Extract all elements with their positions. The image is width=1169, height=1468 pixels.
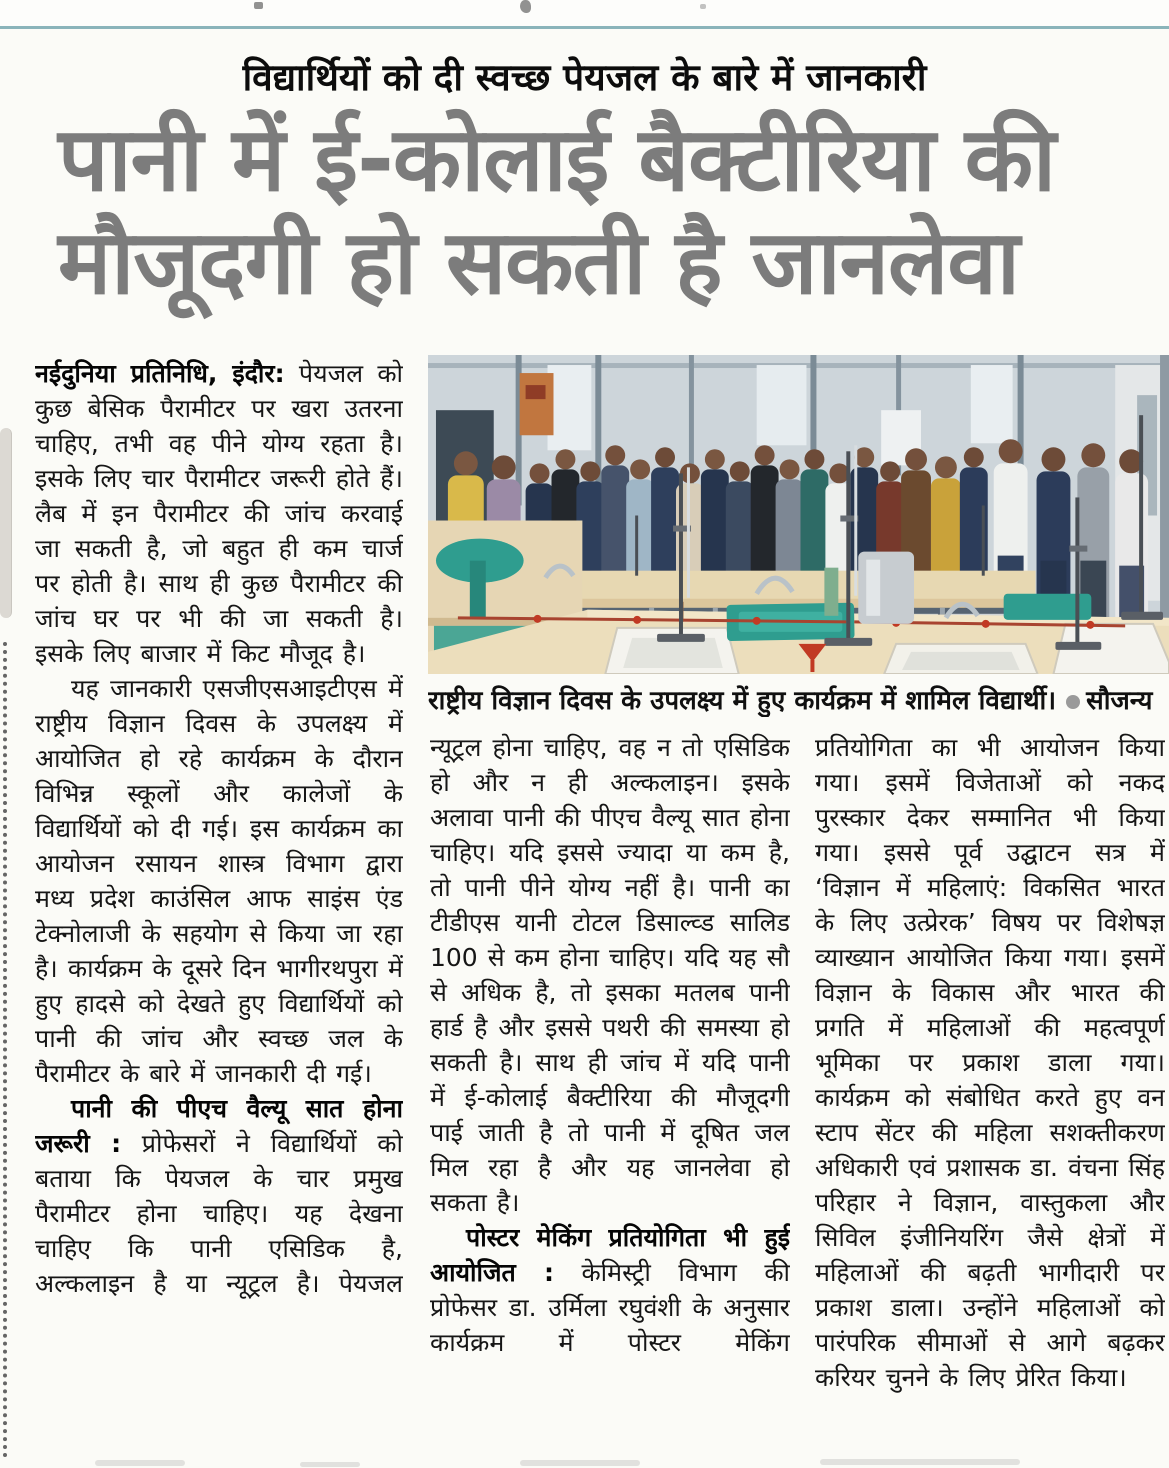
photo-caption — [428, 681, 1169, 717]
cutoff-text-fragment — [254, 2, 263, 9]
page-edge-bar — [0, 428, 12, 618]
col1-para2: यह जानकारी एसजीएसआइटीएस में राष्ट्रीय विज्ञान दिवस के उपलक्ष्य में आयोजित हो रहे कार्यक्रम के दौरान विभिन्न स्कूलों और कालेजों के विद्यार्थियों को दी गई। इस कार्यक्रम का आयोजन रसायन शास्त्र विभाग द्वारा मध्य प्रदेश काउंसिल आफ साइंस एंड टेक्नोलाजी के सहयोग से किया जा रहा है। कार्यक्रम के दूसरे दिन भागीरथपुरा में हुए हादसे को देखते हुए विद्यार्थियों को पानी की जांच और स्वच्छ जल के पैरामीटर के बारे में जानकारी दी गई। — [35, 674, 403, 1088]
col3-para1: प्रतियोगिता का भी आयोजन किया गया। इसमें विजेताओं को नकद पुरस्कार देकर सम्मानित भी किया गया। इससे पूर्व उद्घाटन सत्र में ‘विज्ञान में महिलाएं: विकसित भारत के लिए उत्प्रेरक’ विषय पर विशेषज्ञ व्याख्यान आयोजित किया गया। इसमें विज्ञान के विकास और भारत की प्रगति में महिलाओं की महत्वपूर्ण भूमिका पर प्रकाश डाला गया। कार्यक्रम को संबोधित करते हुए वन स्टाप सेंटर की महिला सशक्तीकरण अधिकारी एवं प्रशासक डा. वंचना सिंह परिहार ने विज्ञान, वास्तुकला और सिविल इंजीनियरिंग जैसे क्षेत्रों में महिलाओं की बढ़ती भागीदारी पर प्रकाश डाला। उन्होंने महिलाओं को पारंपरिक सीमाओं से आगे बढ़कर करियर चुनने के लिए प्रेरित किया। — [815, 733, 1165, 1392]
caption-bullet-icon — [1066, 695, 1080, 709]
photo-credit: सौजन्य — [1086, 686, 1153, 716]
lab-photo-illustration — [428, 355, 1169, 674]
cutoff-next-line-fragment — [520, 1460, 640, 1466]
col1-para3-text: प्रोफेसरों ने विद्यार्थियों को बताया कि पेयजल के चार प्रमुख पैरामीटर होना चाहिए। यह देखना चाहिए कि पानी एसिडिक है, अल्कलाइन है या न्यूट्रल है। पेयजल — [35, 1129, 403, 1298]
headline-line-1: पानी में ई-कोलाई बैक्टीरिया की — [58, 107, 1056, 211]
left-dotted-rule — [3, 642, 7, 1458]
top-strip — [0, 0, 1169, 29]
cutoff-text-fragment — [520, 0, 531, 13]
col2-para2-lead: पोस्टर मेकिंग प्रतियोगिता भी हुई आयोजित : — [430, 1223, 790, 1287]
photo-caption-text: राष्ट्रीय विज्ञान दिवस के उपलक्ष्य में हुए कार्यक्रम में शामिल विद्यार्थी। — [428, 686, 1057, 716]
cutoff-text-fragment — [700, 4, 706, 9]
article-column-1 — [35, 356, 403, 1432]
headline-line-2: मौजूदगी हो सकती है जानलेवा — [58, 210, 1019, 314]
kicker-headline: विद्यार्थियों को दी स्वच्छ पेयजल के बारे में जानकारी — [242, 56, 927, 99]
article-photo — [428, 355, 1169, 674]
col2-para2 — [430, 1220, 790, 1360]
col2-para2-text: केमिस्ट्री विभाग की प्रोफेसर डा. उर्मिला रघुवंशी के अनुसार कार्यक्रम में पोस्टर मेकिंग — [430, 1258, 790, 1357]
col1-para3 — [35, 1091, 403, 1301]
main-headline — [58, 108, 1163, 314]
col1-para1 — [35, 356, 403, 671]
article-column-2 — [430, 730, 790, 1434]
cutoff-next-line-fragment — [300, 1462, 360, 1467]
cutoff-next-line-fragment — [820, 1459, 1020, 1465]
col2-para1: न्यूट्रल होना चाहिए, वह न तो एसिडिक हो और न ही अल्कलाइन। इसके अलावा पानी की पीएच वैल्यू सात होना चाहिए। यदि इससे ज्यादा या कम है, तो पानी पीने योग्य नहीं है। पानी का टीडीएस यानी टोटल डिसाल्व्ड सालिड 100 से कम होना चाहिए। यदि यह सौ से अधिक है, तो इसका मतलब पानी हार्ड है और इससे पथरी की समस्या हो सकती है। साथ ही जांच में यदि पानी में ई-कोलाई बैक्टीरिया की मौजूदगी पाई जाती है तो पानी में दूषित जल मिल रहा है और यह जानलेवा हो सकता है। — [430, 733, 790, 1217]
col1-para3-lead: पानी की पीएच वैल्यू सात होना जरूरी : — [35, 1094, 403, 1158]
col1-para1-text: पेयजल को कुछ बेसिक पैरामीटर पर खरा उतरना चाहिए, तभी वह पीने योग्य रहता है। इसके लिए चार पैरामीटर जरूरी होते हैं। लैब में इन पैरामीटर की जांच करवाई जा सकती है, जो बहुत ही कम चार्ज पर होती है। साथ ही कुछ पैरामीटर की जांच घर पर भी की जा सकती है। इसके लिए बाजार में किट मौजूद है। — [35, 359, 403, 668]
cutoff-next-line-fragment — [95, 1460, 185, 1466]
col1-para1-lead: नईदुनिया प्रतिनिधि, इंदौर: — [35, 359, 285, 388]
article-column-3 — [815, 730, 1165, 1434]
